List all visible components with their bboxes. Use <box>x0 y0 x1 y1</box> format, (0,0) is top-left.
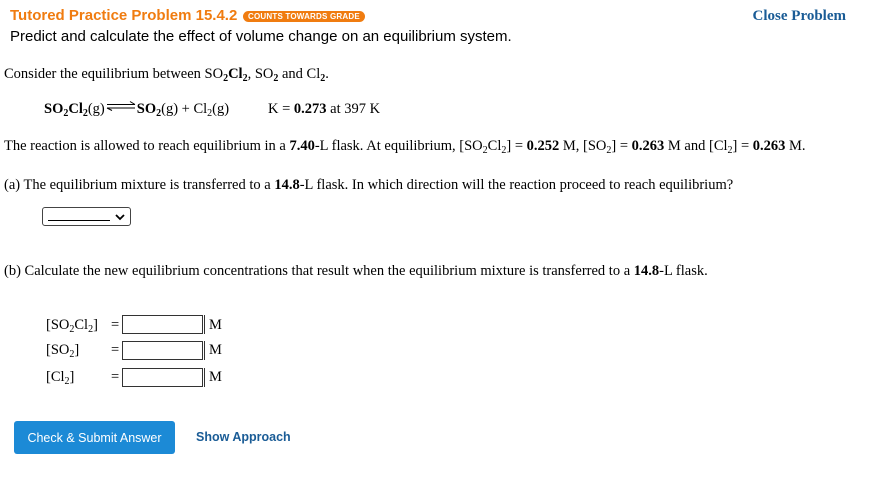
reaction-equation: $SO_2Cl_2(g) SO_2(g) + Cl_2(g)$ <box>44 101 230 119</box>
counts-toward-grade-badge: COUNTS TOWARDS GRADE <box>243 11 365 22</box>
chevron-down-icon <box>114 211 126 223</box>
cl2-input[interactable] <box>122 368 203 387</box>
cl2-unit: M <box>209 369 222 385</box>
so2-unit: M <box>209 342 222 358</box>
so2cl2-input[interactable] <box>122 315 203 334</box>
equals-sign: = <box>111 317 120 333</box>
part-a-question: (a) The equilibrium mixture is transferred to a 14.8-L flask. In which direction will the reaction proceed to reach equilibrium? <box>4 177 734 193</box>
conditions-text: The reaction is allowed to reach equilibrium in a 7.40-L flask. At equilibrium, $[SO_2Cl_2] = 0.252$ M, $[SO_2] = 0.263$ M and $[Cl_2] = 0.263$ M. <box>4 138 806 156</box>
part-b-question: (b) Calculate the new equilibrium concentrations that result when the equilibrium mixture is transferred to a 14.8-L flask. <box>4 263 708 279</box>
equilibrium-constant: K = 0.273 at 397 K <box>268 101 381 117</box>
intro-text: Consider the equilibrium between $SO_2Cl_2$, $SO_2$ and $Cl_2$. <box>4 66 329 84</box>
divider <box>204 315 205 334</box>
divider <box>204 341 205 360</box>
cl2-label: $[Cl_2]$ <box>46 369 75 387</box>
problem-subtitle: Predict and calculate the effect of volume change on an equilibrium system. <box>10 28 512 45</box>
show-approach-link[interactable]: Show Approach <box>196 430 291 444</box>
equilibrium-arrow-icon <box>106 101 136 111</box>
direction-select[interactable] <box>42 207 131 226</box>
close-problem-link[interactable]: Close Problem <box>752 8 846 24</box>
equals-sign: = <box>111 369 120 385</box>
check-submit-button[interactable]: Check & Submit Answer <box>14 421 175 454</box>
divider <box>204 368 205 387</box>
so2-label: $[SO_2]$ <box>46 342 80 360</box>
so2cl2-label: $[SO_2Cl_2]$ <box>46 317 98 335</box>
equals-sign: = <box>111 342 120 358</box>
so2-input[interactable] <box>122 341 203 360</box>
so2cl2-unit: M <box>209 317 222 333</box>
problem-title: Tutored Practice Problem 15.4.2 <box>10 7 238 24</box>
